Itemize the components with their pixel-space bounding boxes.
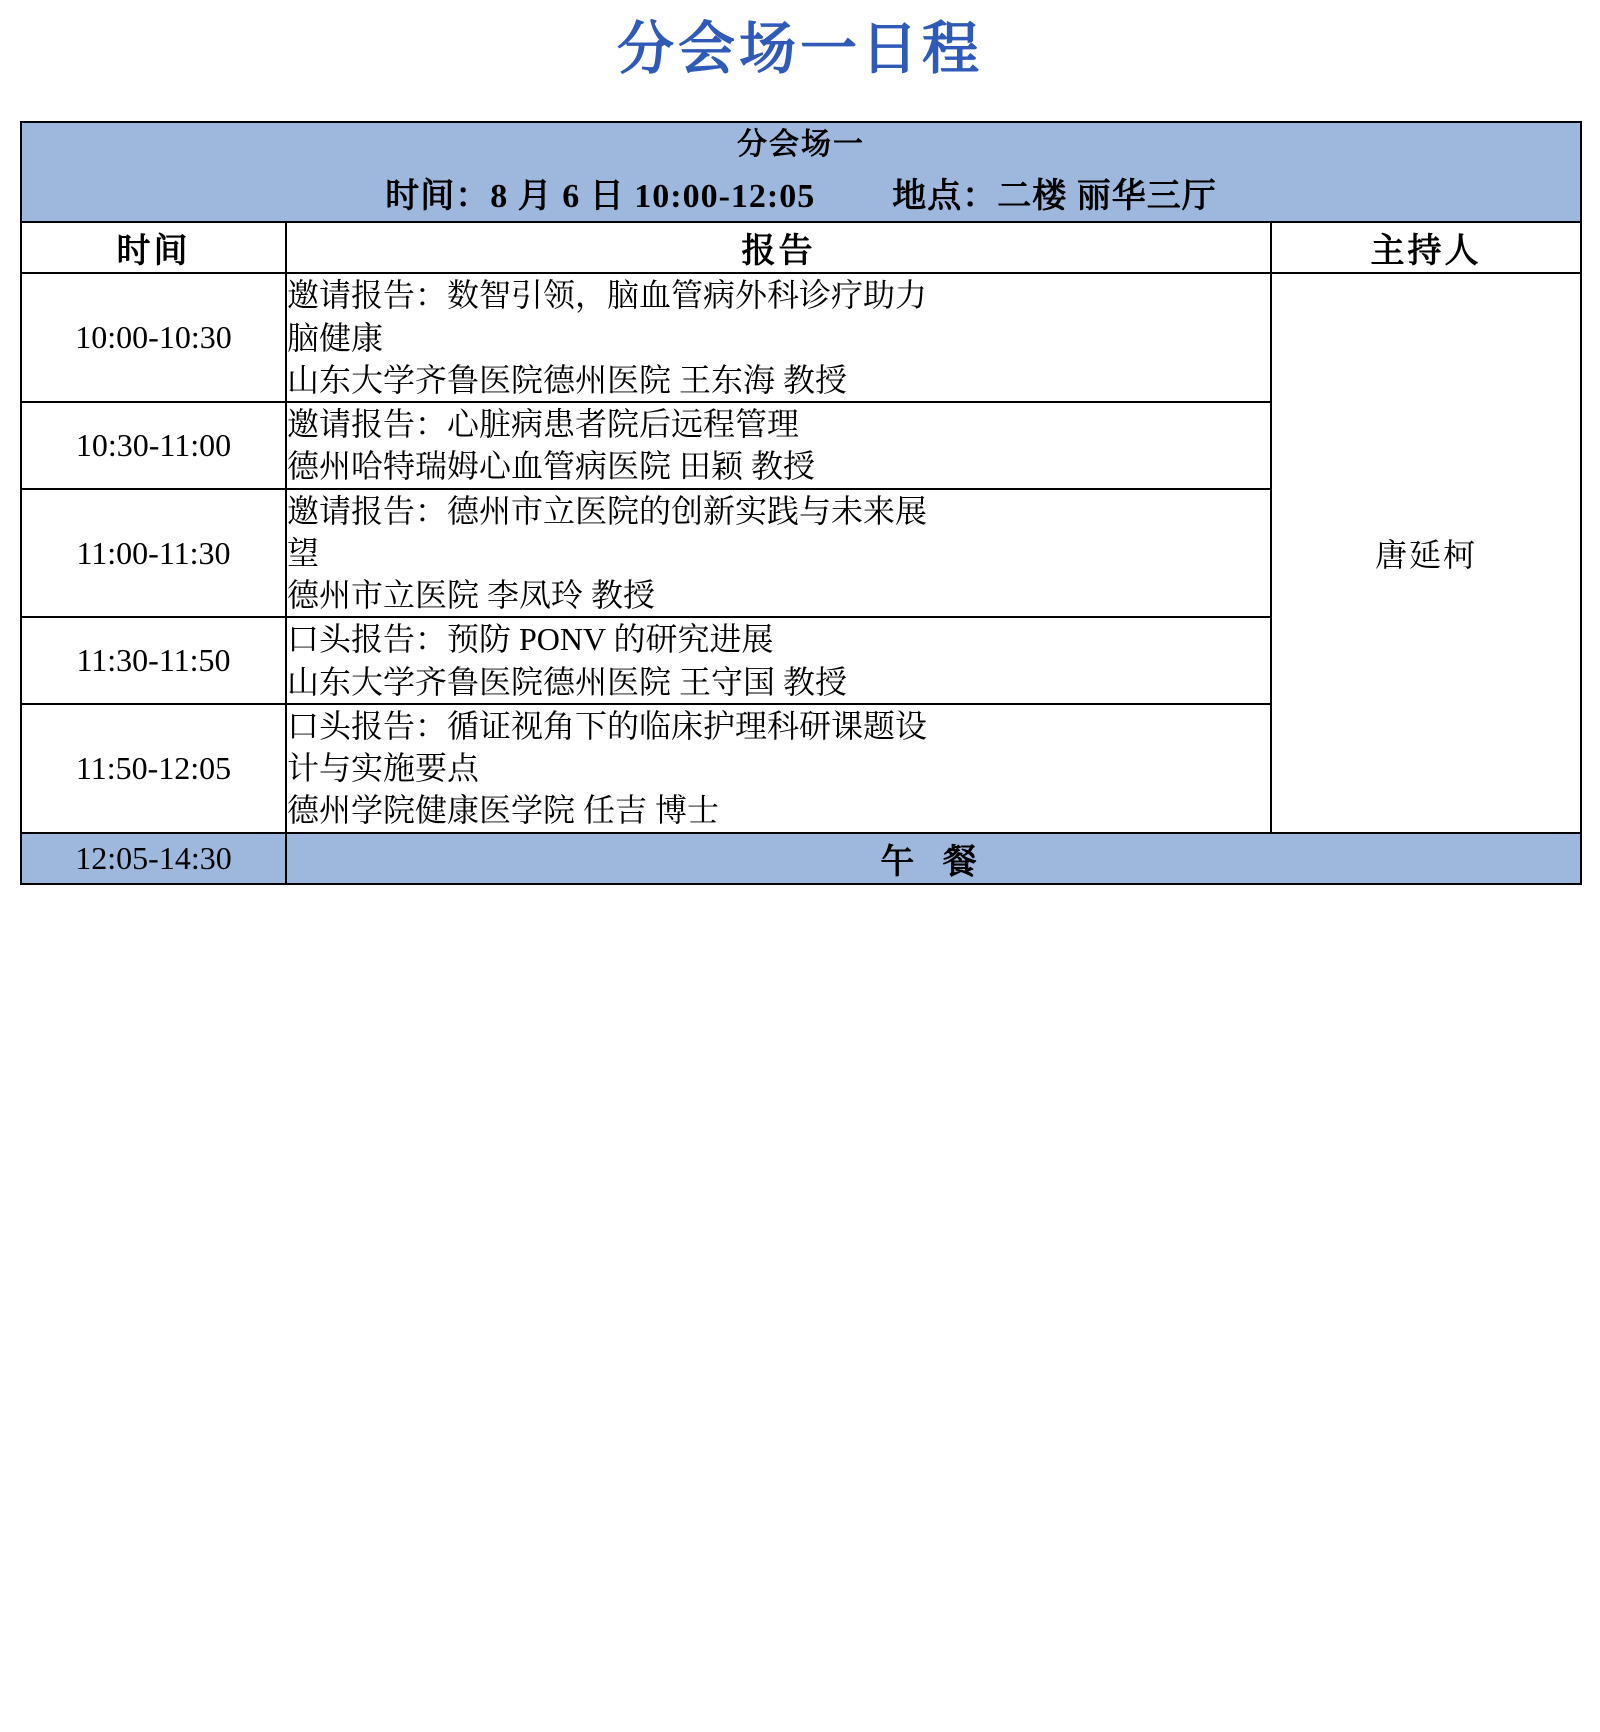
lunch-row [21, 833, 1581, 884]
row-time: 11:00-11:30 [21, 489, 286, 618]
table-header-band-row [21, 122, 1581, 223]
column-header-report: 报告 [286, 222, 1271, 273]
report-line: 脑健康 [287, 319, 384, 356]
report-line: 口头报告：预防 PONV 的研究进展 [287, 621, 774, 658]
row-time: 11:50-12:05 [21, 704, 286, 833]
table-row [21, 273, 1581, 402]
session-place: 地点：二楼 丽华三厅 [892, 178, 1217, 216]
column-header-row [21, 222, 1581, 273]
column-header-host: 主持人 [1271, 222, 1581, 273]
report-line: 德州市立医院 李凤玲 教授 [287, 577, 656, 614]
report-line: 山东大学齐鲁医院德州医院 王东海 教授 [287, 361, 848, 398]
row-report [286, 402, 1271, 488]
column-header-time: 时间 [21, 222, 286, 273]
page-title: 分会场一日程 [617, 17, 983, 81]
report-line: 德州学院健康医学院 任吉 博士 [287, 792, 720, 829]
session-header-cell [21, 122, 1581, 223]
schedule-table [20, 121, 1582, 885]
report-line: 口头报告：循证视角下的临床护理科研课题设 [287, 707, 928, 744]
session-time: 时间：8 月 6 日 10:00-12:05 [385, 178, 816, 216]
row-time: 11:30-11:50 [21, 617, 286, 703]
row-host: 唐延柯 [1271, 273, 1581, 832]
session-name: 分会场一 [737, 127, 866, 161]
report-line: 望 [287, 534, 320, 571]
lunch-time: 12:05-14:30 [21, 833, 286, 884]
row-time: 10:30-11:00 [21, 402, 286, 488]
session-time-place [22, 172, 1580, 221]
lunch-label: 午 餐 [286, 833, 1581, 884]
row-report [286, 489, 1271, 618]
report-line: 德州哈特瑞姆心血管病医院 田颖 教授 [287, 448, 816, 485]
row-report [286, 273, 1271, 402]
report-line: 邀请报告：德州市立医院的创新实践与未来展 [287, 492, 928, 529]
report-line: 计与实施要点 [287, 750, 480, 787]
row-time: 10:00-10:30 [21, 273, 286, 402]
row-report [286, 704, 1271, 833]
report-line: 邀请报告：数智引领，脑血管病外科诊疗助力 [287, 277, 928, 314]
row-report [286, 617, 1271, 703]
report-line: 山东大学齐鲁医院德州医院 王守国 教授 [287, 663, 848, 700]
document-page [0, 18, 1600, 885]
report-line: 邀请报告：心脏病患者院后远程管理 [287, 406, 800, 443]
